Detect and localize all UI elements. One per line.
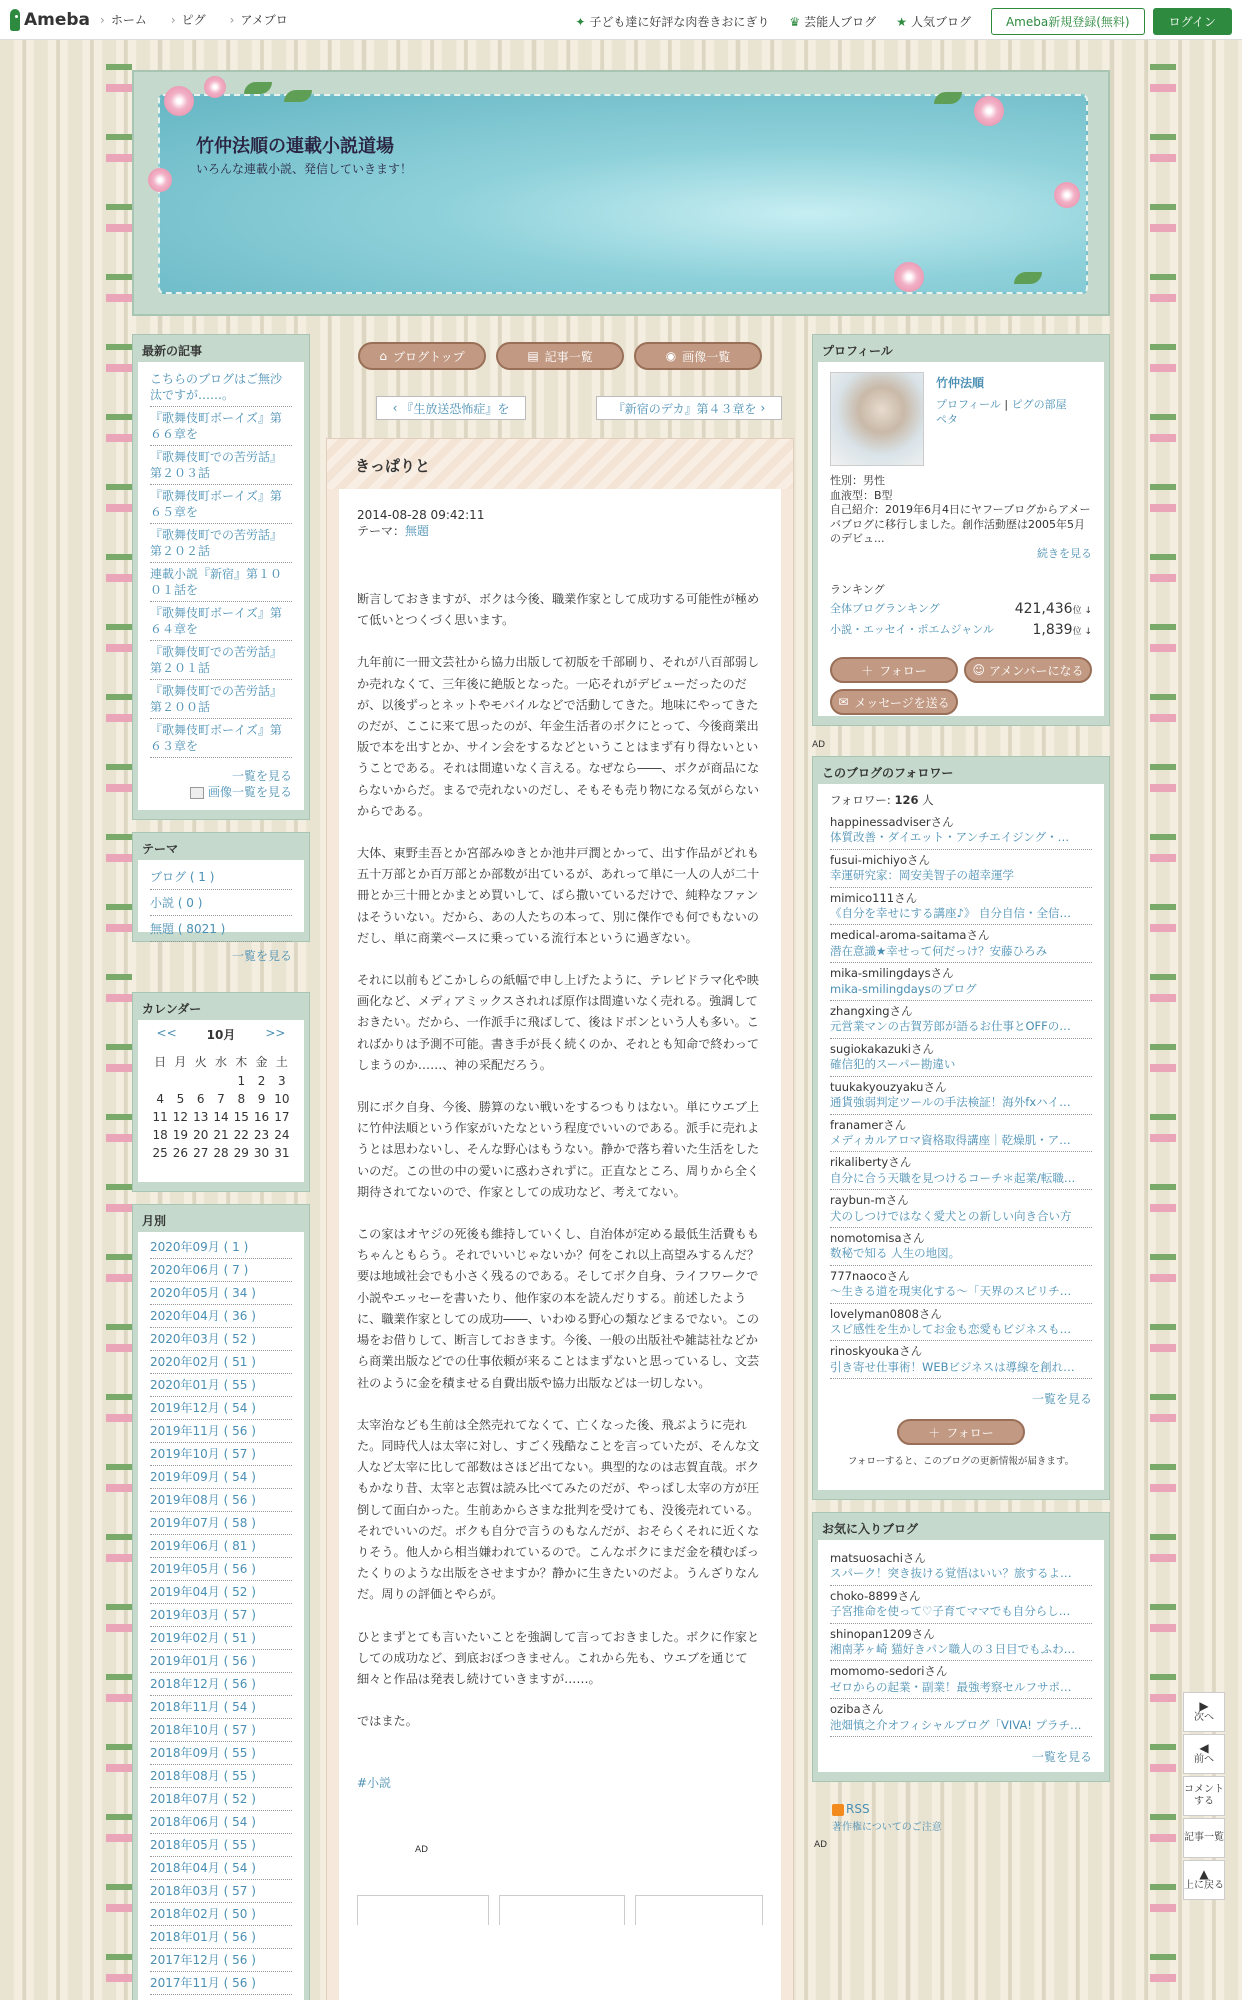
monthly-archive-link[interactable]: 2019年06月 ( 81 ) (150, 1535, 292, 1558)
weekday: 日 (154, 1055, 167, 1069)
plus-icon: ＋ (928, 1425, 941, 1440)
profile-gender: 性別：男性 (830, 474, 885, 487)
calendar-day (211, 1072, 231, 1090)
blog-user-name[interactable]: sugiokakazukiさん (830, 1041, 934, 1056)
article-list-button[interactable]: 記事一覧 (1183, 1818, 1225, 1858)
monthly-archive-link[interactable]: 2018年09月 ( 55 ) (150, 1742, 292, 1765)
calendar-day: 16 (253, 1110, 270, 1124)
favorites-more-link[interactable]: 一覧を見る (1031, 1750, 1092, 1765)
calendar-month: 10月 (206, 1028, 236, 1042)
blog-user-name[interactable]: mika-smilingdaysさん (830, 966, 954, 981)
article-text (357, 589, 763, 1732)
monthly-archive-link[interactable]: 2017年11月 ( 56 ) (150, 1972, 292, 1995)
calendar-day: 8 (237, 1092, 246, 1106)
share-button[interactable] (635, 1895, 763, 1925)
recent-article-link[interactable]: 『歌舞伎町での苦労話』第２００話 (150, 680, 292, 719)
monthly-archive-link[interactable]: 2018年05月 ( 55 ) (150, 1834, 292, 1857)
ranking-label: ランキング (830, 583, 885, 596)
monthly-archive-link[interactable]: 2019年04月 ( 52 ) (150, 1581, 292, 1604)
peta-link[interactable]: ペタ (936, 413, 958, 426)
overall-rank-value: 421,436 (1014, 601, 1073, 617)
calendar-day: 22 (233, 1128, 249, 1142)
calendar-day: 18 (152, 1128, 168, 1142)
blog-title[interactable]: 竹仲法順の連載小説道場 (196, 136, 394, 157)
weekday: 水 (214, 1055, 227, 1069)
profile-intro: 自己紹介：2019年6月4日にヤフーブログからアメーバブログに移行しました。創作活動歴は2005年5月のデビュ... (830, 503, 1091, 545)
weekday: 土 (275, 1055, 288, 1069)
blog-user-name[interactable]: mimico111さん (830, 890, 918, 905)
blog-user-name[interactable]: nomotomisaさん (830, 1230, 925, 1245)
monthly-archive-link[interactable]: 2020年05月 ( 34 ) (150, 1282, 292, 1305)
blog-user-name[interactable]: matsuosachiさん (830, 1551, 926, 1565)
calendar-day: 3 (278, 1074, 286, 1088)
pigg-room-link[interactable]: ピグの部屋 (1011, 398, 1067, 411)
document-icon: ▤ (527, 349, 539, 363)
calendar-box (132, 992, 310, 1192)
decorative-vine-left (106, 40, 132, 2000)
blog-list-item (830, 1661, 1092, 1699)
blog-user-name[interactable]: lovelyman0808さん (830, 1306, 942, 1321)
next-button[interactable]: ▶ 次へ (1183, 1692, 1225, 1732)
profile-readmore-link[interactable]: 続きを見る (1037, 546, 1092, 560)
recent-articles-box (132, 334, 310, 820)
article-paragraph: それに以前もどこかしらの紙幅で申し上げたように、テレビドラマ化や映画化など、メディアミックスされれば原作は間違いなく売れる。強調しておきたい。だから、一作派手に飛ばして、後はドボンという人も多い。こればかりは予測不可能。書き手が長く続くのか、それとも知命で終わってしまうのか……、神の采配だろう。 (357, 973, 760, 1072)
theme-label: テーマ： (357, 524, 406, 538)
chevron-right-icon: › (760, 401, 766, 415)
monthly-archive-link[interactable]: 2019年10月 ( 57 ) (150, 1443, 292, 1466)
rank-unit: 位 ↓ (1072, 627, 1092, 637)
profile-box (812, 334, 1110, 726)
blog-list-item (830, 850, 1092, 888)
blog-list-item (830, 1548, 1092, 1586)
favorites-heading: お気に入りブログ (822, 1522, 919, 1536)
play-left-icon: ◀ (1199, 1741, 1209, 1755)
blog-list-item (830, 1152, 1092, 1190)
tab-article-list[interactable]: ▤ 記事一覧 (496, 342, 624, 370)
flower-decoration (204, 76, 226, 98)
ad-label: AD (415, 1845, 429, 1856)
login-button[interactable]: ログイン (1153, 8, 1232, 35)
amember-icon: ☺ (972, 663, 986, 677)
blog-list-item (830, 1190, 1092, 1228)
monthly-archive-link[interactable]: 2019年03月 ( 57 ) (150, 1604, 292, 1627)
blog-user-name[interactable]: choko-8899さん (830, 1588, 921, 1603)
article-paragraph: 太宰治なども生前は全然売れてなくて、亡くなった後、飛ぶように売れた。同時代人は太宰に対し、すごく残酷なことを言っていたが、そんな文人など太宰に比して部数はさほど出てない。典型的なのは志賀直哉。ボクもかなり昔、太宰と志賀は読み比べてみたのだが、やっぱし太宰の方が圧倒して面白かった。生前あからさまな批判を受けても、没後売れている。それでいいのだ。ボクも自分で言うのもなんだが、おそらくそれに近くなりそう。他人から相当嫌われているので。こんなボクにまだ金を積むぼったくりのような出版をさせますか？静かに生きたいのだよ。うんざりなんだ。周りの評価とやらが。 (357, 1417, 760, 1602)
rss-link[interactable]: RSS (846, 1802, 870, 1816)
blog-user-name[interactable]: medical-aroma-saitamaさん (830, 928, 990, 943)
decorative-vine-right (1150, 40, 1176, 2000)
blog-list-item (830, 1115, 1092, 1153)
blog-title-link[interactable]: スピ感性を生かしてお金も恋愛もビジネスも… (830, 1321, 1072, 1336)
monthly-archive-link[interactable]: 2020年01月 ( 55 ) (150, 1374, 292, 1397)
blog-title-link[interactable]: 数秘で知る 人生の地図。 (830, 1246, 961, 1261)
calendar-next-link[interactable]: >> (265, 1026, 286, 1040)
blog-list-item (830, 1624, 1092, 1662)
blog-list-item (830, 1001, 1092, 1039)
profile-heading: プロフィール (822, 344, 893, 358)
calendar-day: 13 (193, 1110, 209, 1124)
blog-user-name[interactable]: tuukakyouzyakuさん (830, 1079, 947, 1094)
recent-article-link[interactable]: 『歌舞伎町での苦労話』第２０１話 (150, 641, 292, 680)
article-paragraph: 断言しておきますが、ボクは今後、職業作家として成功する可能性が極めて低いとつくづく思います。 (357, 592, 760, 628)
ad-label: AD (812, 740, 826, 750)
calendar-day: 15 (233, 1110, 249, 1124)
calendar-day (150, 1072, 170, 1090)
star-icon: ★ (896, 14, 907, 29)
nav-home[interactable]: › ホーム (100, 11, 147, 28)
monthly-archive-link[interactable]: 2020年09月 ( 1 ) (150, 1236, 292, 1259)
monthly-archive-link[interactable]: 2018年04月 ( 54 ) (150, 1857, 292, 1880)
article-body (339, 489, 781, 2000)
monthly-archive-link[interactable]: 2019年05月 ( 56 ) (150, 1558, 292, 1581)
article-paragraph: ひとまずとても言いたいことを強調して言っておきました。ボクに作家としての成功など、到底おぼつきません。これから先も、ウエブを通じて細々と作品は発表し続けていきますが……。 (357, 1629, 760, 1686)
monthly-archive-link[interactable]: 2019年07月 ( 58 ) (150, 1512, 292, 1535)
follower-count-unit: 人 (918, 793, 934, 807)
monthly-archive-link[interactable]: 2018年02月 ( 50 ) (150, 1903, 292, 1926)
calendar-day: 23 (253, 1128, 270, 1142)
theme-box (132, 832, 310, 963)
blog-title-link[interactable]: 湘南茅ヶ崎 猫好きパン職人の３日目でもふわ… (830, 1642, 1076, 1657)
blog-subtitle: いろんな連載小説、発信していきます！ (196, 162, 413, 176)
tab-image-list[interactable]: ◉ 画像一覧 (634, 342, 762, 370)
blog-title-link[interactable]: 幸運研究家：岡安美智子の超幸運学 (830, 868, 1014, 883)
message-button[interactable]: ✉ メッセージを送る (830, 689, 958, 715)
calendar-day: 21 (213, 1128, 229, 1142)
ad-label: AD (814, 1840, 828, 1850)
calendar-heading: カレンダー (142, 1002, 202, 1016)
blog-list-item (830, 812, 1092, 850)
monthly-archive-link[interactable]: 2019年09月 ( 54 ) (150, 1466, 292, 1489)
blog-user-name[interactable]: 777naocoさん (830, 1268, 910, 1283)
monthly-archive-link[interactable]: 2019年08月 ( 56 ) (150, 1489, 292, 1512)
calendar-day (191, 1072, 211, 1090)
calendar-day: 24 (274, 1128, 290, 1142)
sparkle-icon: ✦ (575, 14, 586, 29)
share-button[interactable] (499, 1895, 625, 1925)
blog-list-item (830, 963, 1092, 1001)
global-nav (100, 11, 312, 28)
calendar-day: 11 (152, 1110, 168, 1124)
genre-ranking-link[interactable]: 小説・エッセイ・ポエムジャンル (830, 623, 994, 636)
rss-section (832, 1802, 942, 1833)
followers-more-link[interactable]: 一覧を見る (1031, 1392, 1092, 1407)
blog-title-link[interactable]: mika-smilingdaysのブログ (830, 981, 977, 996)
calendar-day: 25 (152, 1146, 168, 1160)
article (326, 438, 794, 2000)
blog-list-item (830, 1699, 1092, 1737)
copyright-link[interactable]: 著作権についてのご注意 (832, 1822, 942, 1833)
ameba-logo-icon (10, 9, 20, 31)
tab-blog-top[interactable]: ⌂ ブログトップ (358, 342, 486, 370)
article-paragraph: 別にボク自身、今後、勝算のない戦いをするつもりはない。単にウエブ上に竹仲法順という作家がいたなという程度でいいのである。派手に売れようとは思わないし、そんな野心はもうない。静かで落ち着いた生活をしたいのだ。この世の中の愛いに惑わされずに。正直なところ、周りから全く期待されてないので、作家としての成功など、考えてない。 (357, 1100, 760, 1199)
blog-list-item (830, 1266, 1092, 1304)
blog-title-link[interactable]: 体質改善・ダイエット・アンチエイジング・… (830, 830, 1070, 845)
blog-title-link[interactable]: 子宮推命を使って♡子育てママでも自分らし… (830, 1604, 1071, 1619)
nav-ameblo[interactable]: › アメブロ (230, 11, 288, 28)
blog-user-name[interactable]: franamerさん (830, 1117, 907, 1132)
recent-article-link[interactable]: 『歌舞伎町ボーイズ』第６５章を (150, 485, 292, 524)
calendar-day: 27 (193, 1146, 209, 1160)
blog-user-name[interactable]: rinoskyoukaさん (830, 1344, 923, 1359)
calendar-day: 2 (257, 1074, 266, 1088)
back-to-top-button[interactable]: ▲ 上に戻る (1183, 1860, 1225, 1900)
blog-list-item (830, 1228, 1092, 1266)
blog-user-name[interactable]: zhangxingさん (830, 1004, 913, 1019)
weekday: 火 (194, 1055, 207, 1069)
calendar-day: 4 (156, 1092, 164, 1106)
article-paragraph: この家はオヤジの死後も維持していくし、自治体が定める最低生活費ももちゃんともらう。それでいいじゃないか？何をこれ以上高望みするんだ？要は地域社会でも小さく残るのである。そしてボク自身、ライフワークで小説やエッセーを書いたり、他作家の本を読んだりする。前述したように、職業作家としての成功――、いわゆる野心の類などまるでない。この場をお借りして、断言しておきます。今後、一般の出版社や雑誌社などから商業出版などでの仕事依頼が来ることはまずないと思っているし、文芸社のように金を積ませる自費出版や協力出版などは一切しない。 (357, 1227, 760, 1390)
camera-icon: ◉ (665, 349, 677, 363)
calendar-day: 10 (274, 1092, 290, 1106)
monthly-archive-link[interactable]: 2020年02月 ( 51 ) (150, 1351, 292, 1374)
blog-title-link[interactable]: 通貨強弱判定ツールの手法検証！海外fxハイ… (830, 1095, 1071, 1110)
monthly-archive-link[interactable]: 2020年03月 ( 52 ) (150, 1328, 292, 1351)
weekday: 木 (235, 1055, 248, 1069)
article-title[interactable]: きっぱりと (327, 439, 793, 489)
next-article-link[interactable]: 『新宿のデカ』第４３章を › (596, 396, 782, 420)
blog-title-link[interactable]: 引き寄せ仕事術！WEBビジネスは導線を創れ… (830, 1359, 1075, 1374)
monthly-archive-link[interactable]: 2020年06月 ( 7 ) (150, 1259, 292, 1282)
calendar-day: 1 (237, 1074, 246, 1088)
blog-user-name[interactable]: happinessadviserさん (830, 815, 954, 829)
chevron-left-icon: ‹ (392, 401, 398, 415)
rank-unit: 位 ↓ (1072, 606, 1092, 616)
calendar-prev-link[interactable]: << (156, 1026, 177, 1040)
calendar-day: 9 (257, 1092, 266, 1106)
blog-user-name[interactable]: momomo-sedoriさん (830, 1664, 948, 1679)
calendar-day (170, 1072, 190, 1090)
play-right-icon: ▶ (1199, 1699, 1209, 1713)
blog-title-link[interactable]: 確信犯的スーパー勘違い (830, 1057, 956, 1072)
monthly-archive-link[interactable]: 2018年08月 ( 55 ) (150, 1765, 292, 1788)
blog-title-link[interactable]: メディカルアロマ資格取得講座｜乾燥肌・ア… (830, 1132, 1071, 1147)
blog-list-item (830, 1341, 1092, 1379)
blog-list-item (830, 888, 1092, 926)
follow-button-bottom[interactable]: ＋ フォロー (897, 1419, 1025, 1445)
monthly-archive-link[interactable]: 2020年04月 ( 36 ) (150, 1305, 292, 1328)
blog-title-link[interactable]: 〜生きる道を現実化する〜「天界のスピリチ… (830, 1284, 1072, 1299)
monthly-archive-link[interactable]: 2018年06月 ( 54 ) (150, 1811, 292, 1834)
flower-decoration (974, 96, 1004, 126)
flower-decoration (164, 86, 194, 116)
monthly-archive-link[interactable]: 2019年01月 ( 56 ) (150, 1650, 292, 1673)
monthly-archive-link[interactable]: 2018年07月 ( 52 ) (150, 1788, 292, 1811)
article-date: 2014-08-28 09:42:11 (357, 508, 485, 522)
mail-icon: ✉ (838, 695, 849, 709)
monthly-archive-link[interactable]: 2018年11月 ( 54 ) (150, 1696, 292, 1719)
monthly-archive-box (132, 1204, 310, 2000)
calendar-day: 30 (253, 1146, 270, 1160)
article-paragraph: 大体、東野圭吾とか宮部みゆきとか池井戸潤とかって、出す作品がどれも五十万部とか百万部とか部数が出ているが、あれって単に一人の人が二十冊とか三十冊とかまとめ買いして、ばら撒いているだけで、純粋なファンはそういない。だから、あの人たちの本って、別に傑作でも何でもないのだし、単に商業ベースに乗っている流行本というに過ぎない。 (357, 846, 760, 945)
blog-header (132, 70, 1110, 316)
recent-article-link[interactable]: 『歌舞伎町での苦労話』第２０３話 (150, 446, 292, 485)
prev-button[interactable]: ◀ 前へ (1183, 1734, 1225, 1774)
blog-title-link[interactable]: 元営業マンの古賀芳郎が語るお仕事とOFFの… (830, 1019, 1071, 1034)
blog-list-item (830, 1077, 1092, 1115)
favorite-blogs-box (812, 1512, 1110, 1782)
arrow-up-icon: ▲ (1199, 1867, 1209, 1881)
flower-decoration (1054, 182, 1080, 208)
theme-more-link[interactable]: 一覧を見る (231, 949, 292, 963)
blog-user-name[interactable]: ozibaさん (830, 1702, 884, 1717)
blog-list-item (830, 1304, 1092, 1342)
recent-article-link[interactable]: 『歌舞伎町での苦労話』第２０２話 (150, 524, 292, 563)
comment-button[interactable]: コメント する (1183, 1776, 1225, 1816)
celebrity-blog-link[interactable]: ♛ 芸能人ブログ (789, 14, 877, 29)
blog-title-link[interactable]: 潜在意識★幸せって何だっけ？安藤ひろみ (830, 943, 1048, 958)
global-header (0, 0, 1242, 40)
flower-decoration (148, 168, 172, 192)
theme-link[interactable]: ブログ ( 1 ) (150, 864, 292, 890)
article-paragraph: ではまた。 (357, 1714, 418, 1729)
hashtag-link[interactable]: #小説 (357, 1776, 392, 1791)
blog-title-link[interactable]: ゼロからの起業・副業！最強考察セルフサポ… (830, 1679, 1072, 1694)
blog-user-name[interactable]: fusui-michiyoさん (830, 852, 931, 867)
profile-blood: 血液型：B型 (830, 488, 893, 502)
recent-article-link[interactable]: 『歌舞伎町ボーイズ』第６４章を (150, 602, 292, 641)
followers-box (812, 756, 1110, 1500)
profile-link[interactable]: プロフィール (936, 398, 1001, 411)
recent-more-link[interactable]: 一覧を見る (231, 769, 292, 783)
monthly-archive-link[interactable]: 2017年12月 ( 56 ) (150, 1949, 292, 1972)
home-icon: ⌂ (379, 349, 387, 363)
calendar-day: 19 (172, 1128, 189, 1142)
weekday: 月 (174, 1055, 187, 1069)
followers-heading: このブログのフォロワー (822, 766, 954, 780)
popular-blog-link[interactable]: ★ 人気ブログ (896, 14, 971, 29)
recent-article-link[interactable]: 連載小説『新宿』第１００１話を (150, 563, 292, 602)
follower-list (830, 812, 1092, 1379)
blog-user-name[interactable]: raybun-mさん (830, 1193, 909, 1208)
image-list-icon (190, 787, 204, 799)
calendar-day: 26 (172, 1146, 189, 1160)
blog-list-item (830, 1586, 1092, 1624)
blog-user-name[interactable]: shinopan1209さん (830, 1626, 935, 1641)
profile-avatar[interactable] (830, 372, 924, 466)
crown-icon: ♛ (789, 14, 801, 29)
blog-title-link[interactable]: 自分に合う天職を見つけるコーチ＊起業/転職… (830, 1170, 1076, 1185)
recent-article-link[interactable]: こちらのブログはご無沙汰ですが……。 (150, 368, 292, 407)
share-button[interactable] (357, 1895, 489, 1925)
theme-link[interactable]: 無題 ( 8021 ) (150, 916, 292, 942)
blog-title-link[interactable]: 犬のしつけではなく愛犬との新しい向き合い方 (830, 1208, 1072, 1223)
nav-pigg[interactable]: › ピグ (171, 11, 206, 28)
calendar-day: 20 (193, 1128, 209, 1142)
follower-count: 126 (894, 793, 919, 807)
blog-title-link[interactable]: 《自分を幸せにする講座♪》 自分自信・全信… (830, 906, 1071, 921)
weekday: 金 (255, 1055, 268, 1069)
article-theme-link[interactable]: 無題 (405, 524, 430, 538)
calendar-day: 29 (233, 1146, 249, 1160)
monthly-archive-link[interactable]: 2018年03月 ( 57 ) (150, 1880, 292, 1903)
blog-list-item (830, 1039, 1092, 1077)
monthly-archive-link[interactable]: 2018年10月 ( 57 ) (150, 1719, 292, 1742)
monthly-archive-link[interactable]: 2019年02月 ( 51 ) (150, 1627, 292, 1650)
monthly-archive-link[interactable]: 2018年12月 ( 56 ) (150, 1673, 292, 1696)
separator: | (1004, 398, 1009, 411)
header-banner (158, 94, 1088, 294)
calendar-day: 5 (176, 1092, 185, 1106)
monthly-archive-link[interactable]: 2019年11月 ( 56 ) (150, 1420, 292, 1443)
flower-decoration (894, 262, 924, 292)
recent-article-link[interactable]: 『歌舞伎町ボーイズ』第６３章を (150, 719, 292, 758)
calendar-day: 28 (213, 1146, 229, 1160)
theme-link[interactable]: 小説 ( 0 ) (150, 890, 292, 916)
ameba-logo[interactable]: Ameba (10, 9, 90, 31)
blog-user-name[interactable]: rikalibertyさん (830, 1155, 912, 1170)
article-paragraph: 九年前に一冊文芸社から協力出版して初版を千部刷り、それが八百部弱しか売れなくて、三年後に絶版となった。一応それがデビューだったのだが、以後ずっとネットやモバイルなどで活動してきた。地味にやってきたのだが、ここに来て思ったのが、年金生活者のボクにとって、今後商業出版で本を出すとか、サイン会をするなどということはまず有り得ないということである。それは間違いなく言える。なぜなら――、ボクが商品にならないからだ。まるで売れないのだし、そもそも売り物になる気がらないからである。 (357, 655, 760, 818)
overall-ranking-link[interactable]: 全体ブログランキング (830, 602, 940, 615)
genre-rank-value: 1,839 (1032, 622, 1073, 638)
theme-heading: テーマ (142, 842, 179, 856)
calendar-day: 7 (217, 1092, 225, 1106)
recent-article-link[interactable]: 『歌舞伎町ボーイズ』第６６章を (150, 407, 292, 446)
calendar-day: 6 (196, 1092, 205, 1106)
leaf-decoration (244, 82, 272, 94)
amember-button[interactable]: ☺ アメンバーになる (964, 657, 1092, 683)
calendar-day: 17 (274, 1110, 290, 1124)
image-list-link[interactable]: 画像一覧を見る (207, 785, 292, 799)
calendar-grid (150, 1051, 292, 1162)
follow-button[interactable]: ＋ フォロー (830, 657, 958, 683)
prev-article-link[interactable]: ‹ 『生放送恐怖症』を (376, 396, 526, 420)
rss-icon (832, 1804, 844, 1816)
monthly-heading: 月別 (142, 1214, 167, 1228)
calendar-day: 14 (213, 1110, 229, 1124)
follower-count-label: フォロワー: (830, 793, 895, 807)
calendar-day: 31 (274, 1146, 290, 1160)
calendar-day: 12 (172, 1110, 189, 1124)
promo-link[interactable]: ✦ 子ども達に好評な肉巻きおにぎり (575, 14, 770, 29)
monthly-archive-link[interactable]: 2018年01月 ( 56 ) (150, 1926, 292, 1949)
blog-title-link[interactable]: スパーク！突き抜ける覚悟はいい？旅するよ… (830, 1566, 1072, 1581)
blog-title-link[interactable]: 池畑慎之介オフィシャルブログ「VIVA! プラチ… (830, 1717, 1082, 1732)
profile-name[interactable]: 竹仲法順 (936, 376, 985, 390)
register-button[interactable]: Ameba新規登録(無料) (991, 8, 1145, 35)
plus-icon: ＋ (861, 663, 874, 678)
monthly-archive-link[interactable]: 2019年12月 ( 54 ) (150, 1397, 292, 1420)
favorite-list (830, 1548, 1092, 1737)
monthly-list (138, 1232, 304, 2000)
recent-articles-heading: 最新の記事 (142, 344, 203, 358)
blog-list-item (830, 925, 1092, 963)
follow-note: フォローすると、このブログの更新情報が届きます。 (847, 1456, 1075, 1468)
